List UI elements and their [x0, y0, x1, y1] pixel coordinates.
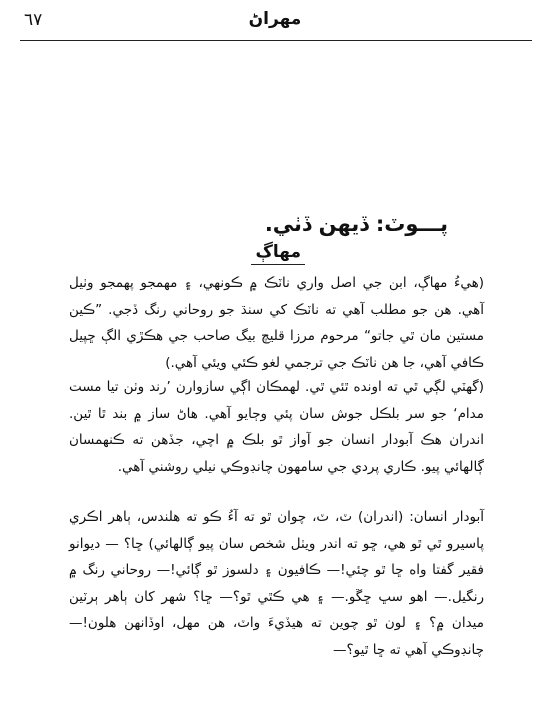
- header-rule: [20, 40, 532, 41]
- page-number: ٦٧: [24, 10, 43, 30]
- running-title: مهراڻ: [248, 9, 302, 29]
- paragraph-text: (هيءُ مهاڳ، ابن جي اصل واري ناٽڪ ۾ ڪونهي، ۽ مهمجو پهمجو وٺيل آهي. هن جو مطلب آهي ته ناٽڪ کي سنڌ جو روحاني رنگ ڏجي. ”ڪين مستين مان ٿي جاتو“ مرحوم مرزا قليچ بيگ صاحب جي هڪڙي الڳ ڇپيل ڪافي آهي، جا هن ناٽڪ جي ترجمي لغو ڪئي ويئي آهي.): [69, 275, 484, 371]
- paragraph-intro: [69, 270, 484, 376]
- scene-heading-label: مهاڳ: [251, 242, 305, 265]
- page-header: [0, 0, 550, 46]
- paragraph-dialogue: [69, 504, 484, 663]
- paragraph-text: (گهٽي لڳي ٿي ته اونده ٿئي ٿي. لهمڪان اڳي سازوارن ’رند وٺن تيا مست مدام‘ جو سر بلڪل جوش سان پئي وڄايو آهي. هاڻ ساز ۾ بند ٿا ٿين. اندران هڪ آبودار انسان جو آواز ٿو بلڪ ۾ اچي، جڏهن ته ڪنهمسان ڳالهائي پيو. ڪاري پردي جي سامهون چانڊوڪي نيلي روشني آهي.: [69, 379, 484, 475]
- part-heading: پـــوٽ: ڏيهن ڏٺي.: [264, 212, 448, 236]
- paragraph-text: آبودار انسان: (اندران) ٽ، ٽ، چوان ٿو ته آءُ ڪو ته هلندس، ٻاهر اڪري پاسيرو ٿي ٿو هي، ڇو ته اندر ويٺل شخص سان پيو ڳالهائي) ڇا؟ — ديوانو فقير گفتا واه ڇا ٿو چئي!— ڪافيون ۽ دلسوز ٿو ڳائي!— روحاني رنگ ۾ رنگيل.— اهو سڀ ڇڱو.— ۽ هي ڪٿي ٿو؟— ڇا؟ شهر کان ٻاهر ٻرٽين ميدان ۾؟ ۽ لون ٿو چوين ته هيڏيءَ واٽ، هن مهل، اوڏانهن هلون!— چانڊوڪي آهي ته ڇا ٿيو؟—: [69, 509, 484, 658]
- paragraph-stage-direction: [69, 374, 484, 480]
- scene-heading: [155, 242, 305, 265]
